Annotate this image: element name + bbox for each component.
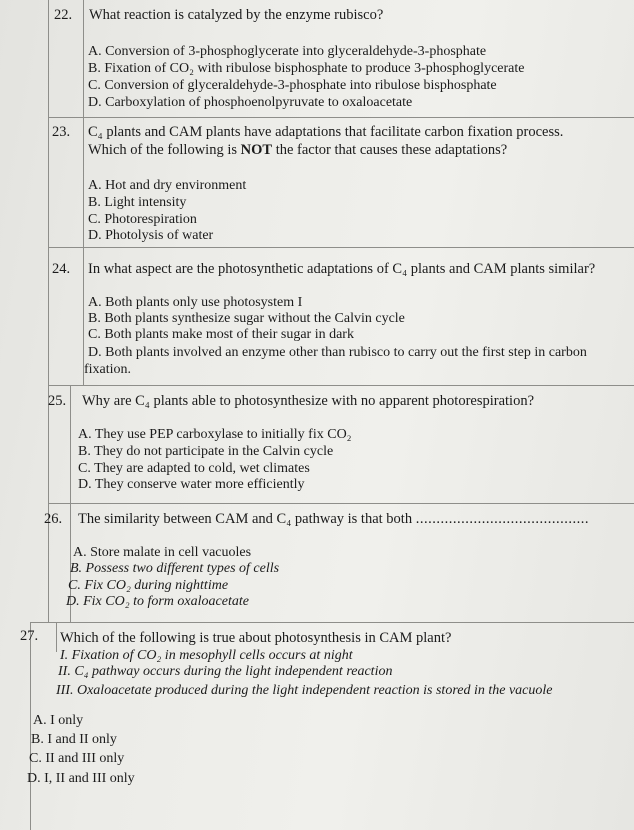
question-27-option-d: D. I, II and III only (27, 771, 135, 786)
question-24-option-d: D. Both plants involved an enzyme other than rubisco to carry out the first step in carbon (88, 345, 587, 360)
question-23-number: 23. (52, 124, 71, 140)
question-22-stem: What reaction is catalyzed by the enzyme rubisco? (89, 7, 384, 23)
question-22-option-a: A. Conversion of 3-phosphoglycerate into glyceraldehyde-3-phosphate (88, 44, 487, 59)
question-22-number: 22. (54, 7, 73, 23)
question-25-option-c: C. They are adapted to cold, wet climates (78, 461, 310, 476)
row-divider (48, 247, 634, 248)
question-23-stem-pre: Which of the following is (88, 142, 241, 158)
question-26-option-b: B. Possess two different types of cells (70, 561, 280, 576)
question-24-option-b: B. Both plants synthesize sugar without the Calvin cycle (88, 311, 405, 326)
question-25-option-a: A. They use PEP carboxylase to initially fix CO₂ (78, 427, 352, 442)
question-23-option-d: D. Photolysis of water (88, 228, 214, 243)
question-24-number: 24. (52, 261, 71, 277)
question-25-stem: Why are C₄ plants able to photosynthesize with no apparent photorespiration? (82, 393, 535, 409)
question-26-option-a: A. Store malate in cell vacuoles (73, 545, 252, 560)
number-column-right-border (83, 0, 84, 385)
question-22-option-d: D. Carboxylation of phosphoenolpyruvate to oxaloacetate (88, 95, 413, 110)
question-23-stem-line2 (88, 142, 507, 159)
row-divider (48, 385, 634, 386)
row-divider (30, 622, 634, 623)
question-23-option-a: A. Hot and dry environment (88, 178, 247, 193)
number-column-left-border (48, 0, 49, 622)
row-divider (48, 503, 634, 504)
question-26-answer-blank: .......................................... (415, 511, 589, 527)
question-24-option-c: C. Both plants make most of their sugar in dark (88, 327, 354, 342)
question-23-option-b: B. Light intensity (88, 195, 187, 210)
question-23-stem-not: NOT (240, 142, 273, 158)
question-27-stem: Which of the following is true about photosynthesis in CAM plant? (60, 630, 452, 646)
question-26-stem (78, 511, 589, 528)
question-22-option-b: B. Fixation of CO₂ with ribulose bisphosphate to produce 3-phosphoglycerate (88, 61, 525, 76)
question-27-option-c: C. II and III only (29, 751, 125, 766)
question-24-option-a: A. Both plants only use photosystem I (88, 295, 303, 310)
question-27-number: 27. (20, 628, 39, 644)
question-27-statement-i: I. Fixation of CO₂ in mesophyll cells occurs at night (60, 648, 353, 663)
question-27-statement-iii: III. Oxaloacetate produced during the light independent reaction is stored in the vacuole (56, 683, 553, 698)
question-26-option-c: C. Fix CO₂ during nighttime (68, 578, 229, 593)
question-24-option-d-continued: fixation. (84, 362, 132, 377)
question-25-number: 25. (48, 393, 67, 409)
question-27-statement-ii: II. C₄ pathway occurs during the light independent reaction (58, 664, 393, 679)
question-23-stem-post: the factor that causes these adaptations? (272, 142, 508, 158)
question-27-option-a: A. I only (33, 713, 84, 728)
question-25-option-d: D. They conserve water more efficiently (78, 477, 305, 492)
question-23-option-c: C. Photorespiration (88, 212, 197, 227)
number-column-right-border (56, 622, 57, 652)
question-26-stem-text: The similarity between CAM and C₄ pathway is that both (78, 511, 413, 527)
question-25-option-b: B. They do not participate in the Calvin cycle (78, 444, 334, 459)
question-27-option-b: B. I and II only (31, 732, 117, 747)
question-26-option-d: D. Fix CO₂ to form oxaloacetate (66, 594, 249, 609)
row-divider (48, 117, 634, 118)
question-26-number: 26. (44, 511, 63, 527)
question-23-stem-line1: C₄ plants and CAM plants have adaptations that facilitate carbon fixation process. (88, 124, 564, 140)
question-22-option-c: C. Conversion of glyceraldehyde-3-phosphate into ribulose bisphosphate (88, 78, 497, 93)
number-column-left-border (30, 622, 31, 830)
question-24-stem: In what aspect are the photosynthetic adaptations of C₄ plants and CAM plants similar? (88, 261, 596, 277)
